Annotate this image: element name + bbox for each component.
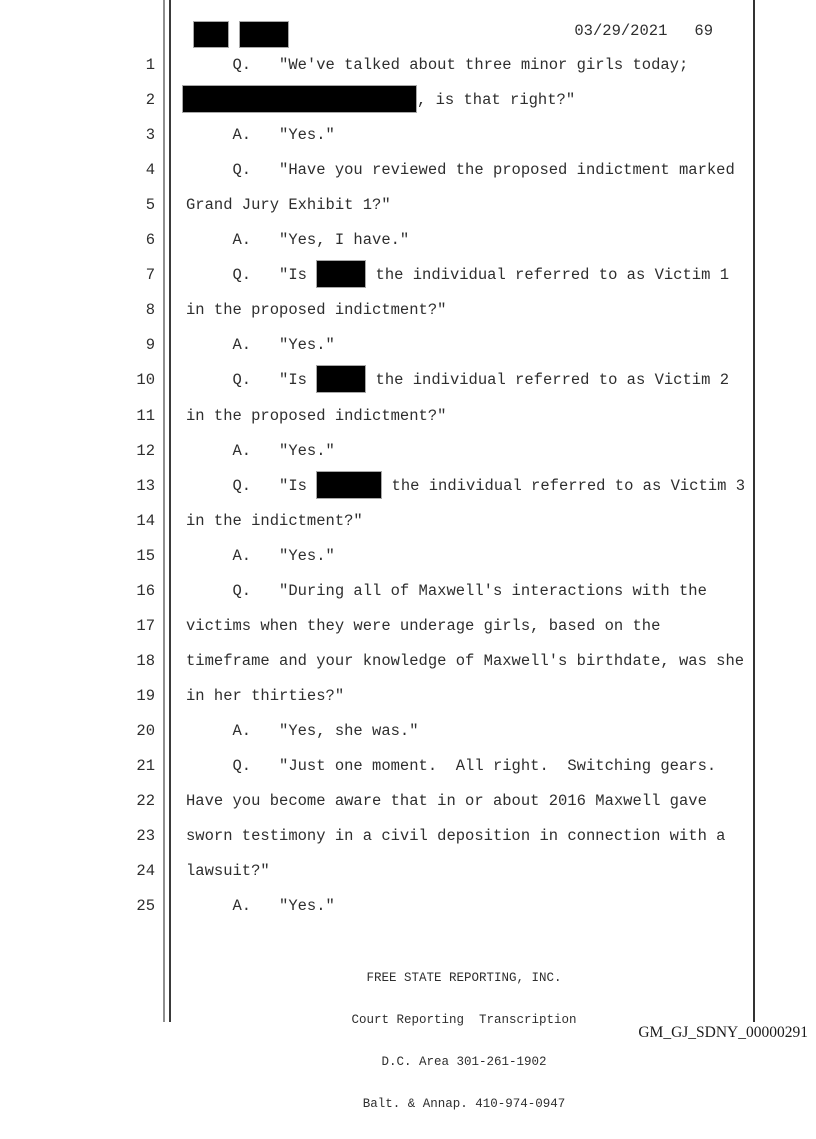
line-text: A. "Yes, she was.": [186, 721, 419, 740]
header-page-number: 69: [694, 22, 713, 40]
line-number: 9: [145, 336, 155, 355]
transcript-line: [0, 328, 816, 363]
header-date: 03/29/2021: [574, 22, 668, 40]
transcript-line: [0, 679, 816, 714]
line-text: in the proposed indictment?": [186, 301, 447, 320]
redaction-box: [193, 21, 229, 48]
transcript-line: [0, 223, 816, 258]
line-text: A. "Yes.": [186, 126, 335, 145]
line-text: , is that right?": [186, 83, 575, 118]
transcript-line: [0, 258, 816, 293]
line-text: A. "Yes.": [186, 546, 335, 565]
line-text: in the proposed indictment?": [186, 406, 447, 425]
transcript-line: [0, 784, 816, 819]
transcript-line: [0, 153, 816, 188]
line-text: in her thirties?": [186, 686, 345, 705]
line-text: Q. "Is the individual referred to as Victim 1: [186, 258, 729, 293]
transcript-line: [0, 644, 816, 679]
footer-balt-phone: Balt. & Annap. 410-974-0947: [362, 1097, 566, 1111]
line-text: Have you become aware that in or about 2016 Maxwell gave: [186, 792, 707, 811]
line-number: 21: [136, 757, 155, 775]
footer-service-line: Court Reporting Transcription: [351, 1013, 577, 1027]
line-number: 19: [136, 686, 155, 705]
line-text: A. "Yes, I have.": [186, 231, 410, 250]
footer-company-name: FREE STATE REPORTING, INC.: [366, 971, 562, 985]
transcript-line: [0, 504, 816, 539]
line-number: 2: [145, 91, 155, 110]
line-number: 4: [145, 161, 155, 180]
transcript-line: [0, 749, 816, 784]
line-number: 22: [136, 792, 155, 811]
line-text: Grand Jury Exhibit 1?": [186, 196, 391, 215]
line-text: Q. "During all of Maxwell's interactions with the: [186, 581, 707, 600]
line-number: 12: [136, 441, 155, 460]
redaction-box: [239, 21, 289, 48]
transcript-line: [0, 819, 816, 854]
line-number: 20: [136, 721, 155, 740]
transcript-line: [0, 609, 816, 644]
line-text: A. "Yes.": [186, 441, 335, 460]
line-number: 15: [136, 546, 155, 565]
transcript-line: [0, 293, 816, 328]
line-text: Q. "Is the individual referred to as Victim 3: [186, 469, 745, 504]
line-number: 3: [145, 126, 155, 145]
line-number: 14: [136, 511, 155, 530]
line-number: 6: [145, 231, 155, 250]
line-text: Q. "Is the individual referred to as Victim 2: [186, 363, 729, 398]
line-number: 5: [145, 196, 155, 215]
line-number: 18: [136, 651, 155, 670]
redaction-box: [316, 471, 382, 499]
bates-number: GM_GJ_SDNY_00000291: [638, 1024, 808, 1041]
line-number: 11: [136, 406, 155, 425]
line-text: victims when they were underage girls, based on the: [186, 616, 661, 635]
line-number: 17: [136, 616, 155, 635]
transcript-line: [0, 83, 816, 118]
line-text: Q. "Just one moment. All right. Switching gears.: [186, 757, 717, 775]
line-text: lawsuit?": [186, 862, 270, 881]
line-text: Q. "Have you reviewed the proposed indictment marked: [186, 161, 735, 180]
redaction-box: [316, 260, 366, 288]
line-text: in the indictment?": [186, 511, 363, 530]
line-text: Q. "We've talked about three minor girls today;: [186, 56, 689, 74]
transcript-line: [0, 539, 816, 574]
line-number: 8: [145, 301, 155, 320]
transcript-line: [0, 714, 816, 749]
line-number: 25: [136, 897, 155, 916]
transcript-line: [0, 118, 816, 153]
transcript-line: [0, 48, 816, 83]
line-number: 24: [136, 862, 155, 881]
line-text: timeframe and your knowledge of Maxwell's birthdate, was she: [186, 651, 745, 670]
line-text: A. "Yes.": [186, 897, 335, 916]
transcript-line: [0, 889, 816, 924]
line-number: 13: [136, 476, 155, 495]
line-number: 1: [145, 56, 155, 74]
transcript-line: [0, 363, 816, 398]
transcript-line: [0, 434, 816, 469]
transcript-line: [0, 399, 816, 434]
redaction-box: [316, 365, 366, 393]
transcript-line: [0, 854, 816, 889]
line-number: 7: [145, 266, 155, 285]
line-text: A. "Yes.": [186, 336, 335, 355]
line-text: sworn testimony in a civil deposition in connection with a: [186, 827, 726, 846]
footer-dc-phone: D.C. Area 301-261-1902: [381, 1055, 547, 1069]
transcript-line: [0, 188, 816, 223]
redaction-box: [182, 85, 417, 113]
transcript-line: [0, 574, 816, 609]
transcript-line: [0, 469, 816, 504]
line-number: 16: [136, 581, 155, 600]
line-number: 23: [136, 827, 155, 846]
line-number: 10: [136, 371, 155, 390]
